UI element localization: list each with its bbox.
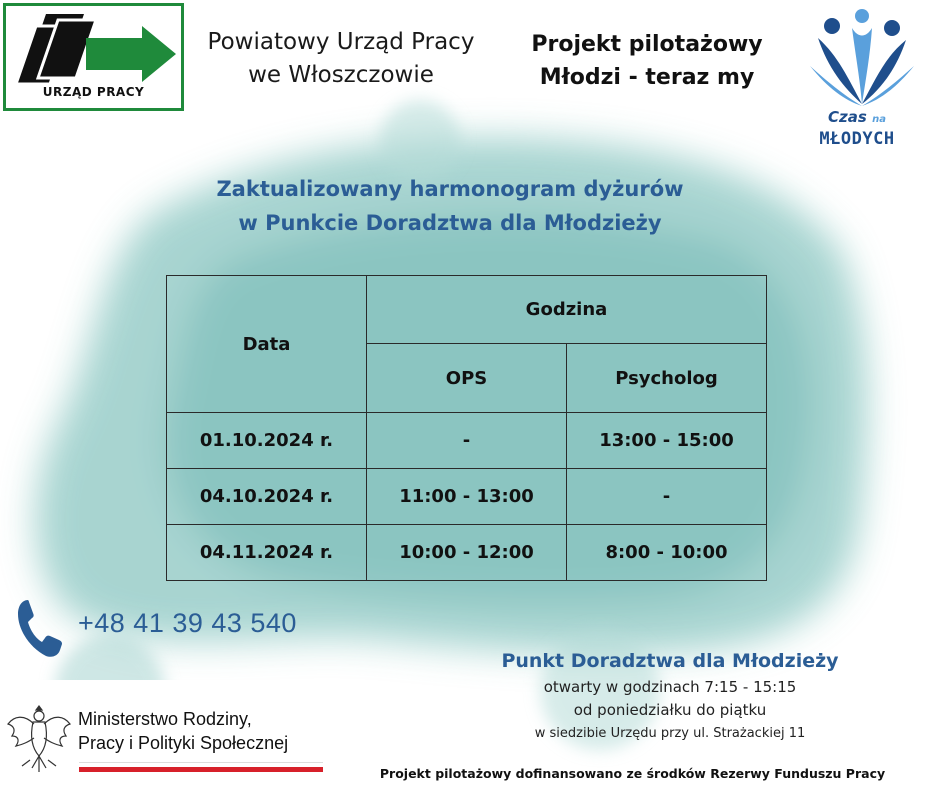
logo-word-mlodych: MŁODYCH — [819, 129, 895, 149]
table-row — [167, 525, 767, 581]
info-block — [460, 646, 880, 745]
schedule-table — [166, 275, 767, 581]
funding-note: Projekt pilotażowy dofinansowano ze środków Rezerwy Funduszu Pracy — [379, 766, 886, 781]
office-name — [186, 26, 496, 92]
page-title-line1: Zaktualizowany harmonogram dyżurów — [216, 177, 684, 201]
column-header-ops: OPS — [367, 344, 567, 413]
phone-number: +48 41 39 43 540 — [78, 608, 297, 638]
ministry-name-line2: Pracy i Polityki Społecznej — [78, 733, 289, 753]
flag-red-stripe — [79, 767, 323, 772]
cell-date: 04.11.2024 r. — [167, 525, 367, 581]
office-name-line2: we Włoszczowie — [248, 62, 434, 88]
office-logo-caption: URZĄD PRACY — [42, 85, 145, 99]
logo-word-na: na — [872, 114, 886, 125]
column-header-psych: Psycholog — [567, 344, 767, 413]
info-title: Punkt Doradztwa dla Młodzieży — [501, 650, 839, 672]
page-title-line2: w Punkcie Doradztwa dla Młodzieży — [238, 211, 662, 235]
info-days: od poniedziałku do piątku — [573, 701, 767, 719]
cell-ops: 11:00 - 13:00 — [367, 469, 567, 525]
cell-psych: 13:00 - 15:00 — [567, 413, 767, 469]
eagle-emblem-icon — [6, 700, 72, 778]
table-row — [167, 413, 767, 469]
ministry-name — [78, 707, 288, 755]
column-header-date: Data — [167, 276, 367, 413]
table-row — [167, 469, 767, 525]
office-logo — [3, 3, 184, 111]
project-name — [512, 28, 782, 94]
ministry-name-line1: Ministerstwo Rodziny, — [78, 709, 252, 729]
cell-date: 01.10.2024 r. — [167, 413, 367, 469]
logo-word-czas: Czas — [828, 108, 867, 126]
cell-psych: 8:00 - 10:00 — [567, 525, 767, 581]
cell-ops: 10:00 - 12:00 — [367, 525, 567, 581]
info-hours: otwarty w godzinach 7:15 - 15:15 — [543, 678, 797, 696]
project-name-line1: Projekt pilotażowy — [531, 32, 763, 57]
cell-ops: - — [367, 413, 567, 469]
page-title — [150, 172, 750, 240]
cell-date: 04.10.2024 r. — [167, 469, 367, 525]
column-header-hours: Godzina — [367, 276, 767, 344]
phone-icon — [14, 596, 66, 660]
info-address: w siedzibie Urzędu przy ul. Strażackiej 11 — [534, 726, 806, 741]
project-name-line2: Młodzi - teraz my — [539, 65, 755, 90]
office-name-line1: Powiatowy Urząd Pracy — [207, 29, 475, 55]
cell-psych: - — [567, 469, 767, 525]
czas-na-mlodych-logo-text — [812, 108, 902, 149]
